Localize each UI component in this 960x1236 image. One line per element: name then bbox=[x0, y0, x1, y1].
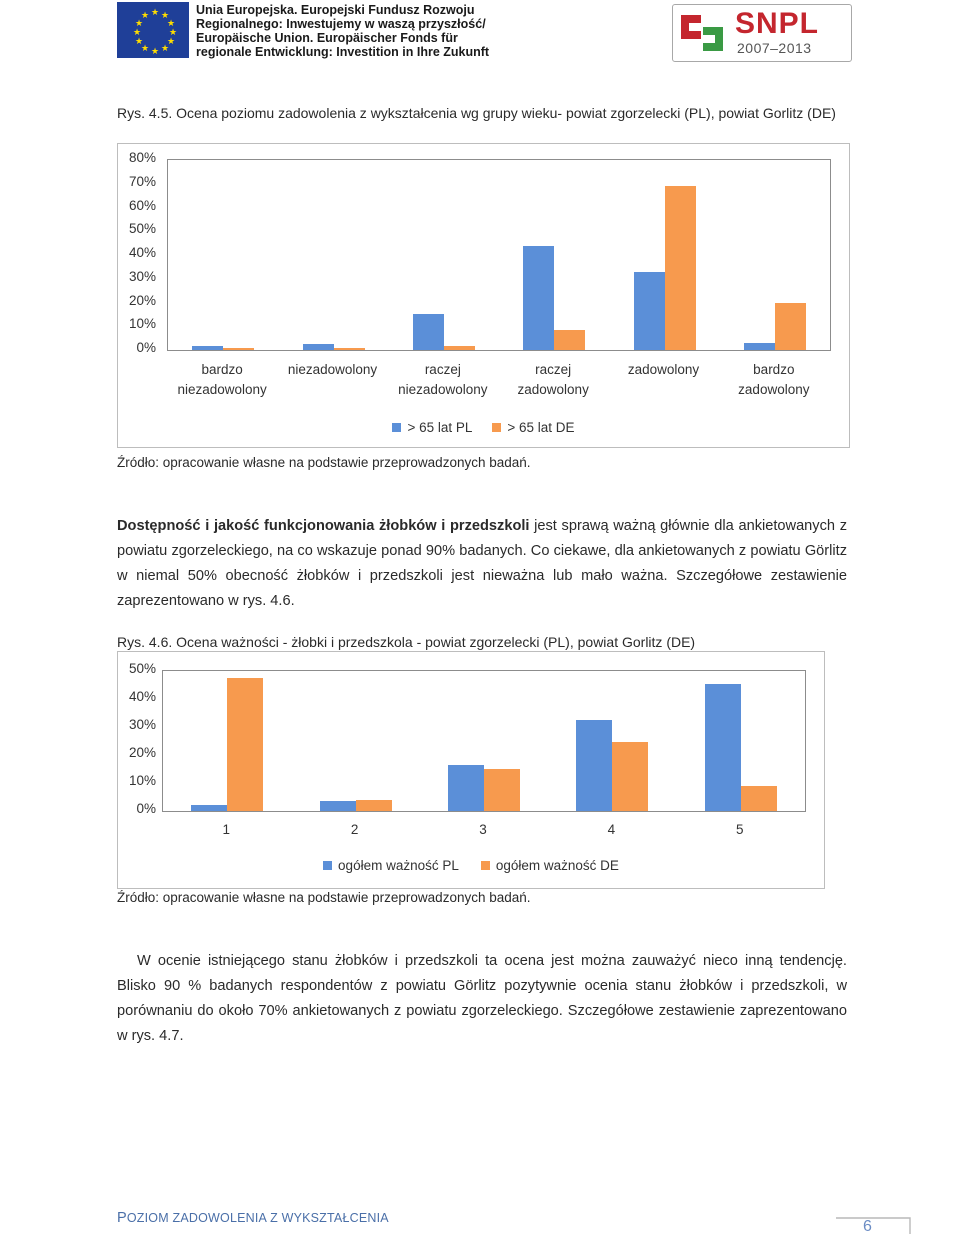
x-axis bbox=[162, 820, 804, 844]
x-tick-label bbox=[608, 360, 718, 380]
y-tick-label: 60% bbox=[128, 197, 156, 213]
bar-series-de bbox=[356, 800, 392, 811]
eu-stars-icon bbox=[117, 2, 189, 58]
y-tick-label: 0% bbox=[136, 340, 156, 355]
chart-frame bbox=[117, 143, 850, 448]
x-tick-line: 3 bbox=[479, 822, 487, 837]
bar-series-pl bbox=[576, 720, 612, 811]
bar-series-de bbox=[227, 678, 263, 811]
y-tick-label: 20% bbox=[128, 292, 156, 308]
snpl-name: SNPL bbox=[735, 7, 820, 40]
legend-item bbox=[323, 854, 459, 876]
figure-source: Źródło: opracowanie własne na podstawie przeprowadzonych badań. bbox=[117, 890, 531, 905]
y-tick-label: 80% bbox=[128, 150, 156, 165]
footer-title-initial: P bbox=[117, 1210, 127, 1226]
plot-area bbox=[162, 670, 806, 812]
y-axis bbox=[118, 144, 166, 447]
y-tick-label: 10% bbox=[128, 773, 156, 788]
x-tick-line: 5 bbox=[736, 822, 744, 837]
bar-series-de bbox=[484, 769, 520, 811]
snpl-years: 2007–2013 bbox=[737, 40, 812, 56]
eu-fund-text bbox=[196, 3, 490, 59]
x-tick-line: bardzo bbox=[201, 362, 243, 377]
eu-line: Regionalnego: Inwestujemy w waszą przyszłość/ bbox=[196, 17, 486, 31]
y-tick-label: 0% bbox=[136, 801, 156, 816]
x-tick-label bbox=[167, 360, 277, 400]
bar-series-pl bbox=[448, 765, 484, 811]
x-tick-label bbox=[719, 360, 829, 400]
y-tick-label: 50% bbox=[128, 221, 156, 237]
snpl-logo bbox=[672, 4, 852, 62]
figure-source: Źródło: opracowanie własne na podstawie przeprowadzonych badań. bbox=[117, 455, 531, 470]
x-tick-label bbox=[162, 820, 290, 840]
figure-caption: Rys. 4.6. Ocena ważności - żłobki i przedszkola - powiat zgorzelecki (PL), powiat Gorlitz (DE) bbox=[117, 634, 696, 650]
plot-area bbox=[167, 159, 831, 351]
bar-series-de bbox=[334, 348, 365, 350]
x-tick-line: 2 bbox=[350, 822, 359, 837]
y-tick-label: 40% bbox=[128, 689, 156, 704]
bar-series-pl bbox=[191, 805, 227, 811]
svg-text:★: ★ bbox=[167, 19, 176, 29]
paragraph-bold-lead: Dostępność i jakość funkcjonowania żłobków i przedszkoli bbox=[117, 518, 530, 534]
paragraph-text: jest sprawą ważną głównie dla ankietowanych z powiatu zgorzeleckiego, na co wskazuje ponad 90% badanych. Co ciekawe, dla ankietowanych z powiatu Görlitz w niemal 50% obecność żłobków i przedszkoli jest nieważna lub mało ważna. Szczegółowe zestawienie zaprezentowano w rys. 4.6. bbox=[117, 518, 847, 609]
svg-text:★: ★ bbox=[133, 28, 142, 38]
svg-text:★: ★ bbox=[135, 19, 144, 29]
bar-series-pl bbox=[320, 801, 356, 811]
legend-swatch-de bbox=[481, 861, 490, 870]
snpl-mark-icon bbox=[677, 11, 727, 55]
bar-series-de bbox=[775, 303, 806, 351]
legend-item bbox=[392, 416, 472, 438]
x-tick-line: 1 bbox=[222, 822, 230, 837]
y-tick-label: 10% bbox=[128, 316, 156, 332]
y-tick-label: 50% bbox=[128, 661, 156, 676]
y-tick-label: 30% bbox=[128, 717, 156, 732]
x-tick-label bbox=[547, 820, 675, 840]
chart-frame bbox=[117, 651, 825, 889]
bar-series-de bbox=[741, 786, 777, 811]
legend-label: > 65 lat DE bbox=[507, 419, 575, 435]
bar-series-pl bbox=[192, 346, 223, 350]
x-tick-line: 4 bbox=[607, 822, 616, 837]
bar-series-de bbox=[554, 330, 585, 350]
body-paragraph bbox=[117, 514, 847, 614]
footer-title-rest: OZIOM ZADOWOLENIA Z WYKSZTAŁCENIA bbox=[126, 1211, 389, 1225]
body-paragraph: W ocenie istniejącego stanu żłobków i przedszkoli ta ocena jest można zauważyć nieco inną tendencję. Blisko 90 % badanych respondentów z powiatu Görlitz pozytywnie ocenia stanu żłobków i przedszkoli, w porównaniu do około 70% ankietowanych z powiatu zgorzeleckiego. Szczegółowe zestawienie zaprezentowano w rys. 4.7. bbox=[117, 953, 847, 1044]
y-tick-label: 20% bbox=[128, 745, 156, 760]
y-axis bbox=[118, 652, 160, 888]
legend-swatch-pl bbox=[323, 861, 332, 870]
svg-text:★: ★ bbox=[167, 37, 176, 47]
bar-series-pl bbox=[523, 246, 554, 351]
eu-line: Europäische Union. Europäischer Fonds für bbox=[196, 31, 458, 45]
svg-text:★: ★ bbox=[151, 8, 160, 18]
legend-label: ogółem ważność DE bbox=[495, 857, 619, 873]
bar-series-de bbox=[612, 742, 648, 811]
y-tick-label: 30% bbox=[128, 268, 156, 284]
legend-item bbox=[492, 416, 574, 438]
x-tick-label bbox=[498, 360, 608, 400]
bar-series-de bbox=[444, 346, 475, 350]
bar-series-pl bbox=[705, 684, 741, 811]
svg-text:★: ★ bbox=[141, 11, 150, 21]
svg-text:★: ★ bbox=[135, 37, 144, 47]
page-number-bracket-icon bbox=[836, 1214, 912, 1234]
svg-text:★: ★ bbox=[169, 28, 178, 38]
eu-line: regionale Entwicklung: Investition in Ihre Zukunft bbox=[196, 45, 490, 59]
x-tick-line: niezadowolony bbox=[177, 382, 267, 397]
legend-item bbox=[481, 854, 619, 876]
svg-text:★: ★ bbox=[151, 47, 160, 57]
bar-series-pl bbox=[303, 344, 334, 350]
x-tick-line: zadowolony bbox=[517, 382, 589, 397]
footer-title bbox=[117, 1210, 389, 1226]
x-tick-line: bardzo bbox=[753, 362, 795, 377]
x-tick-label bbox=[419, 820, 547, 840]
chart-legend bbox=[118, 854, 824, 876]
bar-series-pl bbox=[413, 314, 444, 350]
figure-caption: Rys. 4.5. Ocena poziomu zadowolenia z wykształcenia wg grupy wieku- powiat zgorzelecki (PL), powiat Gorlitz (DE) bbox=[117, 105, 836, 121]
legend-label: > 65 lat PL bbox=[407, 419, 473, 435]
x-tick-label bbox=[290, 820, 418, 840]
svg-text:★: ★ bbox=[141, 44, 150, 54]
legend-swatch-de bbox=[492, 423, 501, 432]
eu-flag-logo bbox=[117, 2, 189, 58]
x-tick-label bbox=[388, 360, 498, 400]
bar-series-pl bbox=[634, 272, 665, 350]
page-number: 6 bbox=[863, 1218, 872, 1235]
legend-label: ogółem ważność PL bbox=[338, 857, 459, 873]
bar-series-de bbox=[665, 186, 696, 350]
svg-text:★: ★ bbox=[161, 11, 170, 21]
chart-legend bbox=[118, 416, 849, 438]
x-tick-label bbox=[277, 360, 387, 380]
x-tick-line: niezadowolony bbox=[398, 382, 488, 397]
x-axis bbox=[167, 360, 829, 410]
bar-series-de bbox=[223, 348, 254, 350]
svg-text:★: ★ bbox=[161, 44, 170, 54]
eu-line: Unia Europejska. Europejski Fundusz Rozwoju bbox=[196, 3, 475, 17]
x-tick-label bbox=[676, 820, 804, 840]
x-tick-line: zadowolony bbox=[627, 362, 700, 377]
y-tick-label: 40% bbox=[128, 245, 156, 260]
bar-series-pl bbox=[744, 343, 775, 350]
y-tick-label: 70% bbox=[128, 173, 156, 189]
x-tick-line: raczej bbox=[535, 362, 572, 377]
x-tick-line: zadowolony bbox=[738, 382, 810, 397]
x-tick-line: raczej bbox=[424, 362, 461, 377]
x-tick-line: niezadowolony bbox=[287, 362, 378, 377]
legend-swatch-pl bbox=[392, 423, 401, 432]
